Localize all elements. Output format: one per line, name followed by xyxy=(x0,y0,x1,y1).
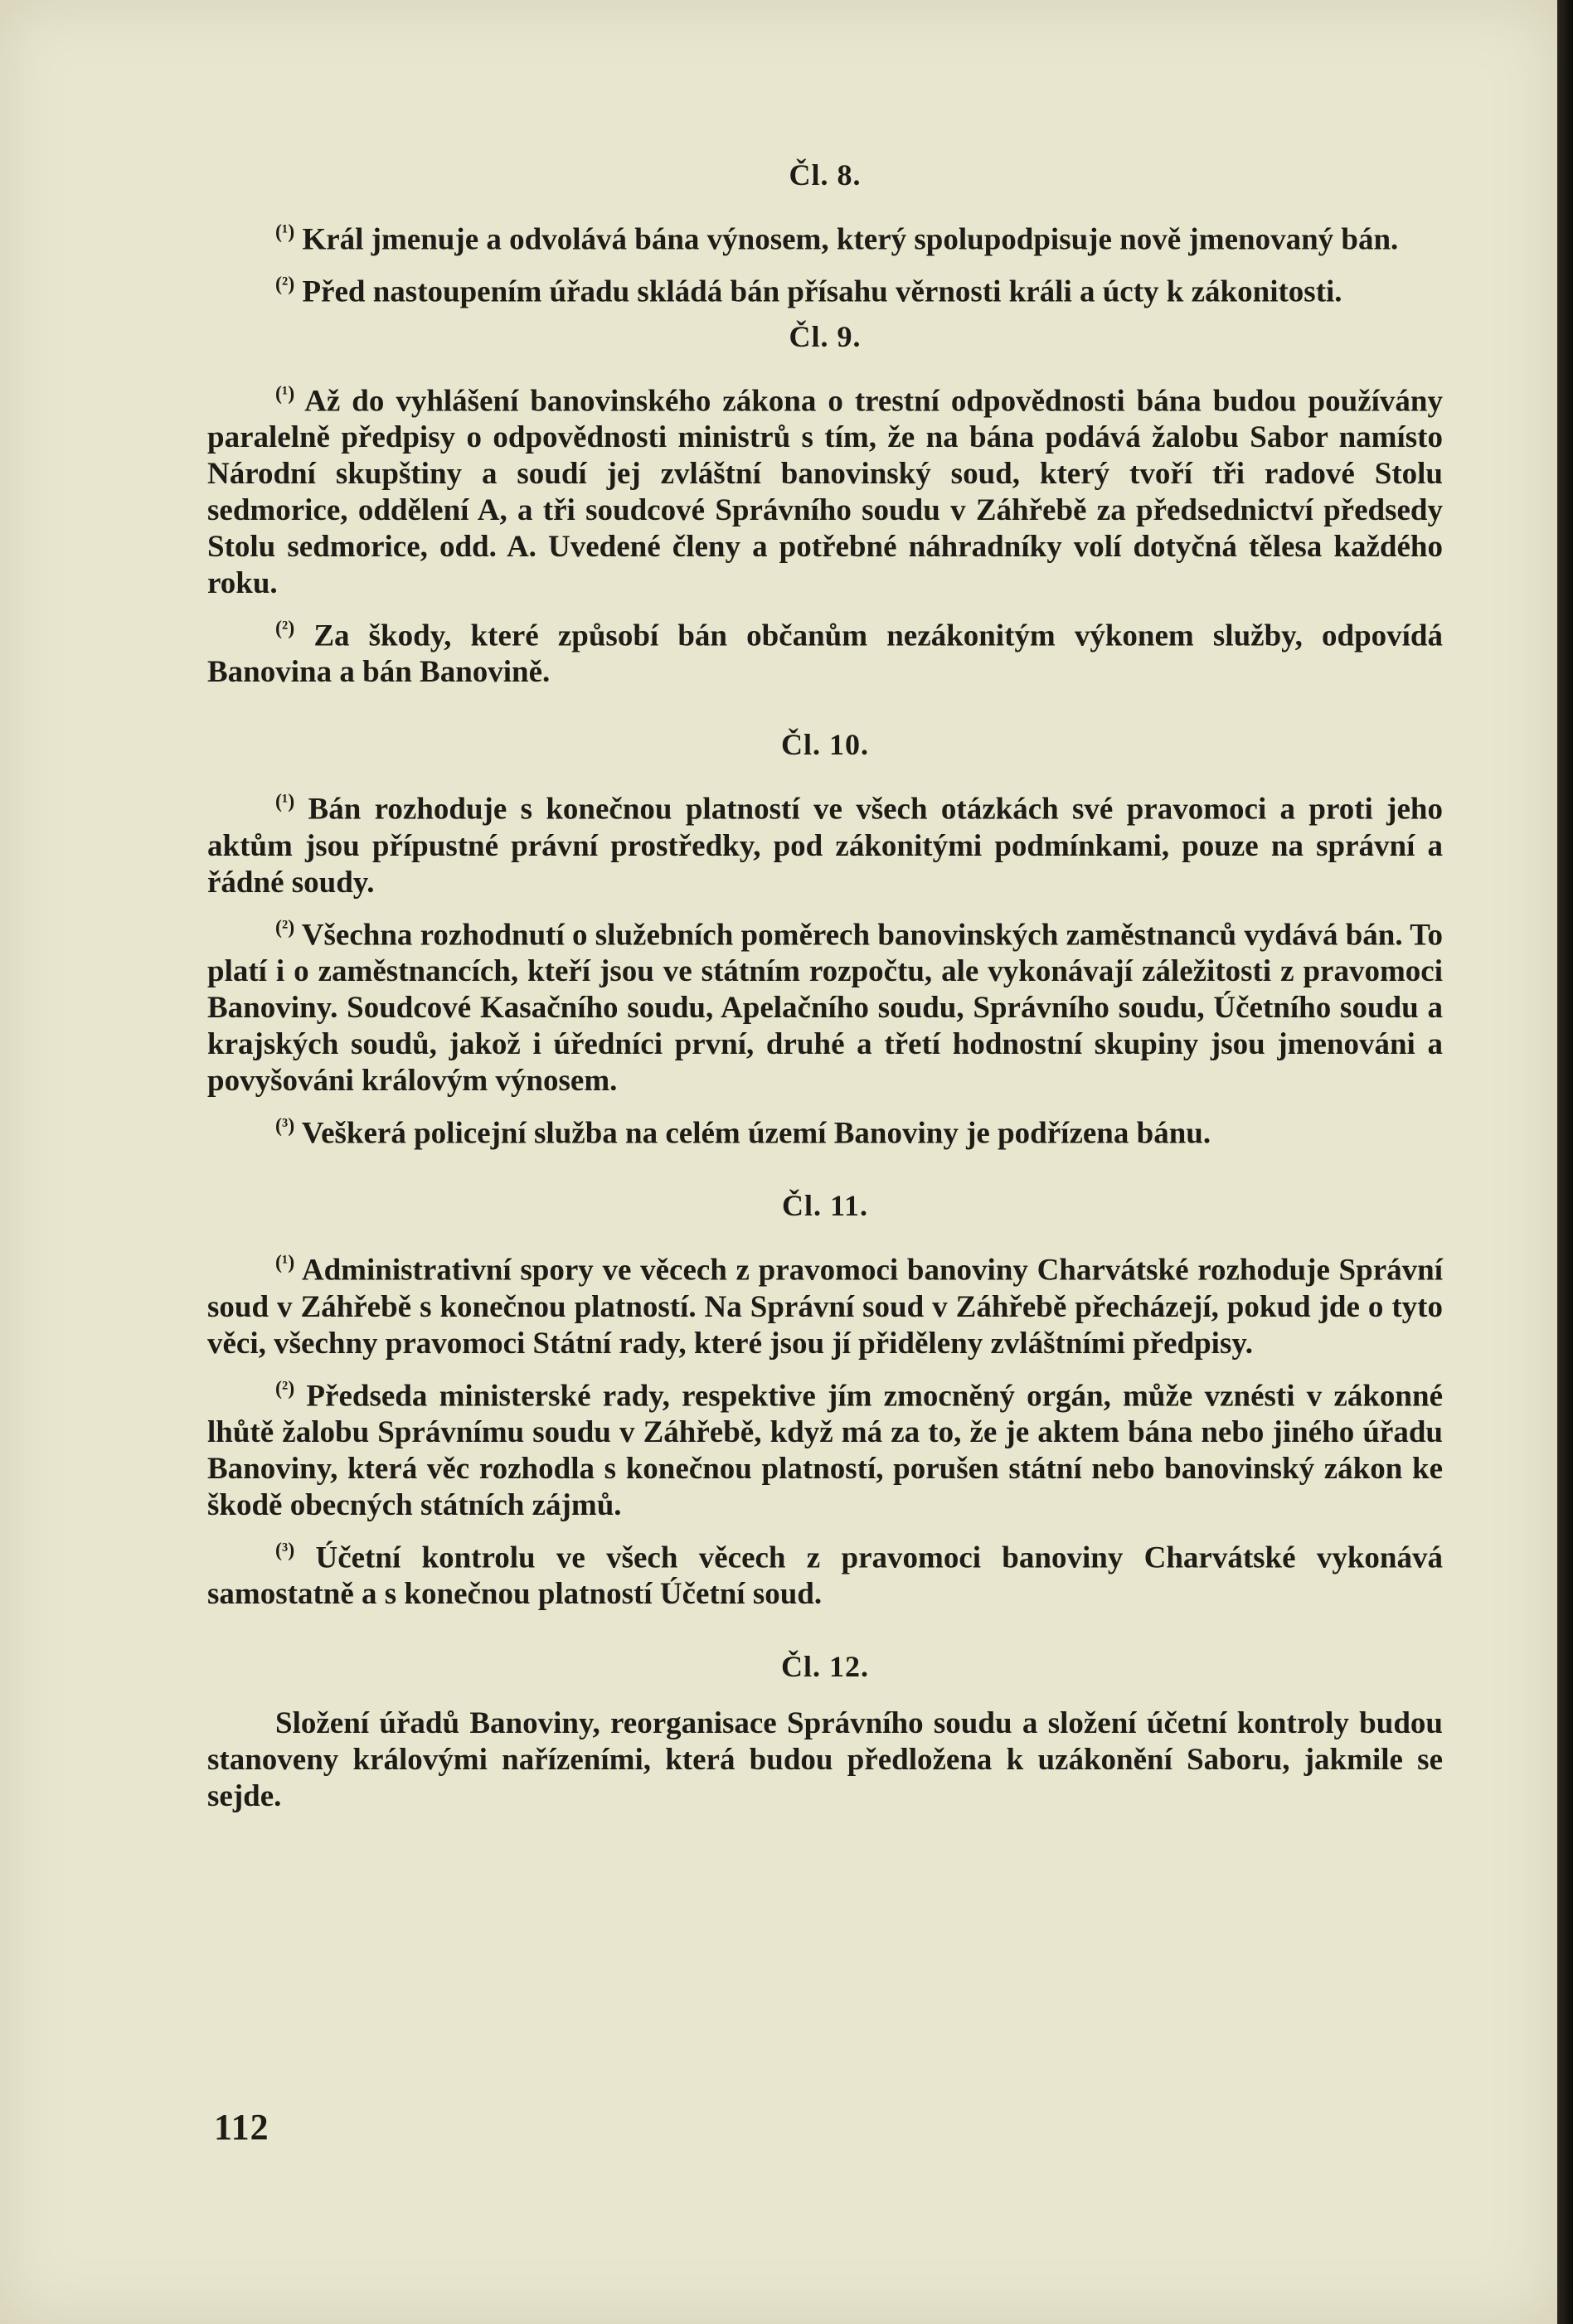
paragraph xyxy=(207,1532,1443,1613)
paragraph-text: Za škody, které způsobí bán občanům nezákonitým výkonem služby, odpovídá Banovina a bán Banovině. xyxy=(207,619,1444,690)
paragraph-text: Král jmenuje a odvolává bána výnosem, který spolupodpisuje nově jmenovaný bán. xyxy=(302,222,1399,257)
paragraph-number: (¹) xyxy=(275,791,295,813)
paragraph-text: Složení úřadů Banoviny, reorganisace Správního soudu a složení účetní kontroly budou stanoveny královými nařízeními, která budou předložena k uzákonění Saboru, jakmile se sejde. xyxy=(207,1706,1443,1814)
paragraph-text: Účetní kontrolu ve všech věcech z pravomoci banoviny Charvátské vykonává samostatně a s konečnou platností Účetní soud. xyxy=(207,1540,1443,1612)
article-heading: Čl. 11. xyxy=(781,1189,868,1223)
paragraph xyxy=(207,610,1443,691)
paragraph xyxy=(207,1371,1443,1524)
paragraph xyxy=(207,1108,1443,1152)
paragraph-number: (²) xyxy=(275,617,295,639)
page-edge xyxy=(1557,0,1573,2324)
paragraph-text: Až do vyhlášení banovinského zákona o trestní odpovědnosti bána budou používány paralelně předpisy o odpovědnosti ministrů s tím, že na bána podává žalobu Sabor namísto Národní skupštiny a soudí jej zvláštní banovinský soud, který tvoří tři radové Stolu sedmorice, oddělení A, a tři soudcové Správního soudu v Záhřebě za předsednictví předsedy Stolu sedmorice, odd. A. Uvedené členy a potřebné náhradníky volí dotyčná tělesa každého roku. xyxy=(207,383,1443,600)
article-heading: Čl. 10. xyxy=(781,728,869,762)
paragraph xyxy=(207,784,1443,900)
paragraph-number: (³) xyxy=(275,1114,295,1137)
article-heading: Čl. 9. xyxy=(789,319,862,353)
paragraph xyxy=(207,1244,1443,1361)
paragraph-text: Před nastoupením úřadu skládá bán přísahu věrnosti králi a úcty k zákonitosti. xyxy=(302,274,1342,309)
paragraph-text: Všechna rozhodnutí o služebních poměrech banovinských zaměstnanců vydává bán. To platí i o zaměstnancích, kteří jsou ve státním rozpočtu, ale vykonávají záležitosti z pravomoci Banoviny. Soudcové Kasačního soudu, Apelačního soudu, Správního soudu, Účetního soudu a krajských soudů, jakož i úředníci první, druhé a třetí hodnostní skupiny jsou jmenováni a povyšováni královým výnosem. xyxy=(207,917,1443,1098)
paragraph xyxy=(207,376,1443,602)
paragraph-number: (²) xyxy=(275,274,295,296)
paragraph-number: (¹) xyxy=(275,1252,295,1274)
paragraph-number: (¹) xyxy=(275,221,295,243)
paragraph xyxy=(207,910,1443,1099)
article-heading: Čl. 8. xyxy=(789,158,862,192)
paragraph xyxy=(207,214,1443,258)
paragraph-text: Administrativní spory ve věcech z pravomoci banoviny Charvátské rozhoduje Správní soud v Záhřebě s konečnou platností. Na Správní soud v Záhřebě přecházejí, pokud jde o tyto věci, všechny pravomoci Státní rady, které jsou jí přiděleny zvláštními předpisy. xyxy=(207,1253,1443,1361)
paragraph-number: (²) xyxy=(275,916,295,939)
paragraph-number: (¹) xyxy=(275,382,295,405)
page-number: 112 xyxy=(214,2107,269,2147)
paragraph-text: Veškerá policejní služba na celém území Banoviny je podřízena bánu. xyxy=(301,1116,1211,1151)
paragraph xyxy=(207,1705,1443,1815)
paragraph-text: Bán rozhoduje s konečnou platností ve všech otázkách své pravomoci a proti jeho aktům jsou přípustné právní prostředky, pod zákonitými podmínkami, pouze na správní a řádné soudy. xyxy=(207,792,1443,900)
document-content xyxy=(207,158,1443,1823)
article-heading: Čl. 12. xyxy=(781,1650,869,1684)
paragraph-text: Předseda ministerské rady, respektive jím zmocněný orgán, může vznésti v zákonné lhůtě žalobu Správnímu soudu v Záhřebě, když má za to, že je aktem bána nebo jiného úřadu Banoviny, která věc rozhodla s konečnou platností, porušen státní nebo banovinský zákon ke škodě obecných státních zájmů. xyxy=(207,1378,1444,1522)
paragraph xyxy=(207,266,1443,310)
paragraph-number: (³) xyxy=(275,1539,295,1561)
paragraph-number: (²) xyxy=(275,1377,295,1400)
